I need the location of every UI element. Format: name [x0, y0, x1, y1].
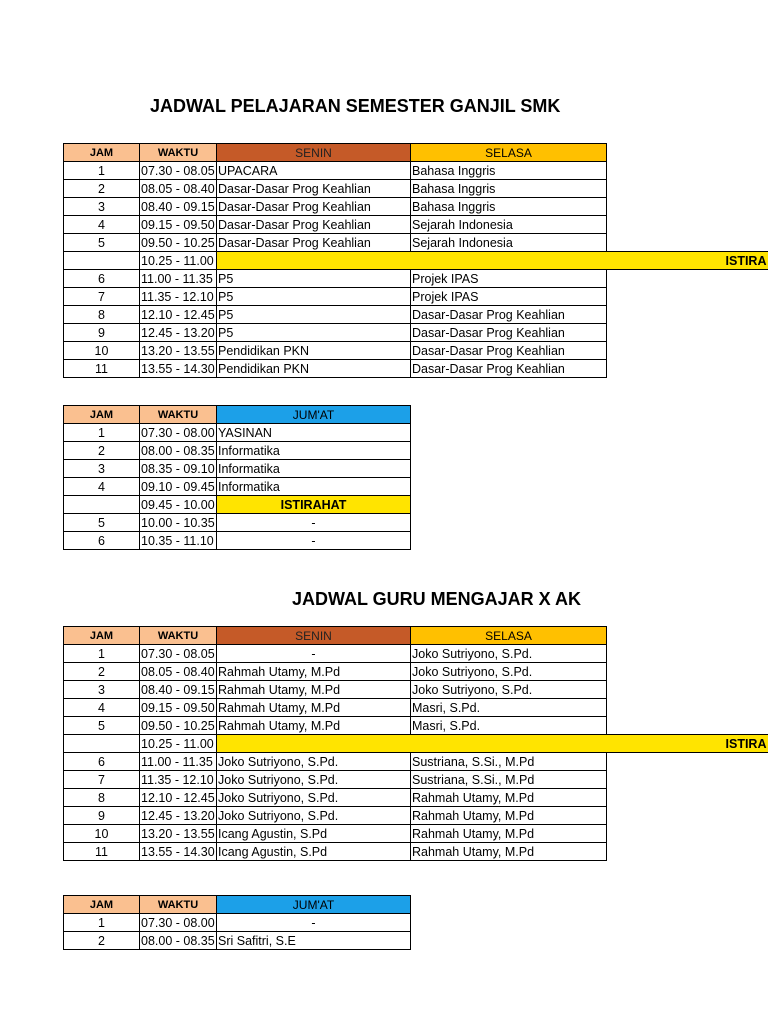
selasa-cell: Rahmah Utamy, M.Pd: [411, 789, 607, 807]
senin-cell: P5: [217, 306, 411, 324]
jumat-cell: -: [217, 532, 411, 550]
senin-cell: Rahmah Utamy, M.Pd: [217, 663, 411, 681]
break-label: ISTIRA: [217, 735, 768, 753]
jumat-cell: Informatika: [217, 478, 411, 496]
header-waktu: WAKTU: [140, 896, 217, 914]
waktu-cell: 08.40 - 09.15: [141, 682, 215, 697]
jumat-cell: Sri Safitri, S.E: [217, 932, 411, 950]
waktu-cell: 11.35 - 12.10: [140, 771, 217, 789]
waktu-cell: 08.05 - 08.40: [141, 664, 215, 679]
waktu-cell: 08.35 - 09.10: [141, 461, 215, 476]
waktu-cell: 07.30 - 08.05: [141, 646, 215, 661]
waktu-cell: 12.10 - 12.45: [141, 307, 215, 322]
jumat-cell: -: [217, 914, 411, 932]
table-row: [64, 270, 768, 288]
table-row: [64, 932, 411, 950]
header-jumat: JUM'AT: [217, 896, 411, 914]
waktu-cell: 08.05 - 08.40: [141, 181, 215, 196]
table-row: [64, 460, 411, 478]
senin-cell: P5: [217, 270, 411, 288]
jam-cell: 5: [64, 717, 140, 735]
jam-cell: 7: [64, 771, 140, 789]
waktu-cell: 07.30 - 08.05: [141, 163, 215, 178]
senin-cell: Dasar-Dasar Prog Keahlian: [217, 198, 411, 216]
senin-cell: Rahmah Utamy, M.Pd: [217, 717, 411, 735]
table-row: [64, 789, 768, 807]
header-selasa: SELASA: [411, 144, 607, 162]
table-row: [64, 753, 768, 771]
jam-cell: 11: [64, 843, 140, 861]
selasa-cell: Joko Sutriyono, S.Pd.: [411, 663, 607, 681]
table-row: [64, 532, 411, 550]
jam-cell: 6: [64, 532, 140, 550]
jam-cell: 2: [64, 180, 140, 198]
senin-cell: Dasar-Dasar Prog Keahlian: [217, 234, 411, 252]
jam-cell: 1: [64, 162, 140, 180]
header-jumat: JUM'AT: [217, 406, 411, 424]
selasa-cell: Sejarah Indonesia: [411, 216, 607, 234]
jam-cell: 2: [64, 663, 140, 681]
senin-cell: -: [217, 645, 411, 663]
table-row: [64, 496, 411, 514]
jam-cell: [64, 252, 140, 270]
selasa-cell: Bahasa Inggris: [411, 198, 607, 216]
jam-cell: 2: [64, 932, 140, 950]
table-row: [64, 442, 411, 460]
jam-cell: 2: [64, 442, 140, 460]
jam-cell: 1: [64, 424, 140, 442]
waktu-cell: 12.10 - 12.45: [141, 790, 215, 805]
senin-cell: Joko Sutriyono, S.Pd.: [217, 807, 411, 825]
jam-cell: 9: [64, 807, 140, 825]
header-jam: JAM: [64, 144, 140, 162]
table-row: [64, 288, 768, 306]
waktu-cell: 13.55 - 14.30: [141, 844, 215, 859]
jam-cell: 4: [64, 699, 140, 717]
jam-cell: 10: [64, 825, 140, 843]
jam-cell: 5: [64, 514, 140, 532]
selasa-cell: Projek IPAS: [411, 288, 607, 306]
senin-cell: UPACARA: [217, 162, 411, 180]
table-row: [64, 807, 768, 825]
jam-cell: 3: [64, 681, 140, 699]
header-waktu: WAKTU: [140, 627, 217, 645]
selasa-cell: Bahasa Inggris: [411, 180, 607, 198]
table-row: [64, 198, 768, 216]
waktu-cell: 10.35 - 11.10: [140, 532, 217, 550]
table-row: [64, 681, 768, 699]
table-row: [64, 324, 768, 342]
senin-cell: P5: [217, 324, 411, 342]
waktu-cell: 09.45 - 10.00: [141, 497, 215, 512]
selasa-cell: Dasar-Dasar Prog Keahlian: [411, 324, 607, 342]
table-row: [64, 843, 768, 861]
header-waktu: WAKTU: [140, 406, 217, 424]
waktu-cell: 11.35 - 12.10: [140, 288, 217, 306]
selasa-cell: Masri, S.Pd.: [411, 717, 607, 735]
table-row: [64, 645, 768, 663]
waktu-cell: 07.30 - 08.00: [141, 425, 215, 440]
waktu-cell: 12.45 - 13.20: [141, 808, 215, 823]
waktu-cell: 10.00 - 10.35: [141, 515, 215, 530]
senin-cell: Joko Sutriyono, S.Pd.: [217, 753, 411, 771]
table-row: [64, 514, 411, 532]
selasa-cell: Sustriana, S.Si., M.Pd: [411, 771, 607, 789]
table-row: [64, 735, 768, 753]
jam-cell: 11: [64, 360, 140, 378]
senin-cell: Icang Agustin, S.Pd: [217, 825, 411, 843]
jam-cell: [64, 735, 140, 753]
waktu-cell: 12.45 - 13.20: [141, 325, 215, 340]
waktu-cell: 10.25 - 11.00: [140, 735, 217, 753]
break-label: ISTIRAHAT: [217, 496, 411, 514]
jam-cell: 4: [64, 216, 140, 234]
teacher-schedule-week-table: [63, 626, 768, 861]
jam-cell: 3: [64, 460, 140, 478]
senin-cell: Icang Agustin, S.Pd: [217, 843, 411, 861]
senin-cell: Joko Sutriyono, S.Pd.: [217, 771, 411, 789]
table-row: [64, 252, 768, 270]
table-row: [64, 180, 768, 198]
jumat-cell: YASINAN: [217, 424, 411, 442]
page-title-lesson-schedule: JADWAL PELAJARAN SEMESTER GANJIL SMK: [150, 96, 561, 116]
senin-cell: Rahmah Utamy, M.Pd: [217, 681, 411, 699]
jam-cell: [64, 496, 140, 514]
lesson-schedule-friday-table: [63, 405, 411, 550]
waktu-cell: 09.15 - 09.50: [141, 217, 215, 232]
waktu-cell: 08.40 - 09.15: [141, 199, 215, 214]
senin-cell: Rahmah Utamy, M.Pd: [217, 699, 411, 717]
table-row: [64, 699, 768, 717]
waktu-cell: 09.50 - 10.25: [141, 718, 215, 733]
senin-cell: Dasar-Dasar Prog Keahlian: [217, 216, 411, 234]
jam-cell: 7: [64, 288, 140, 306]
header-senin: SENIN: [217, 144, 411, 162]
selasa-cell: Projek IPAS: [411, 270, 607, 288]
selasa-cell: Sustriana, S.Si., M.Pd: [411, 753, 607, 771]
teacher-schedule-friday-table: [63, 895, 411, 950]
header-senin: SENIN: [217, 627, 411, 645]
jam-cell: 6: [64, 753, 140, 771]
header-jam: JAM: [64, 896, 140, 914]
waktu-cell: 13.20 - 13.55: [141, 826, 215, 841]
jam-cell: 9: [64, 324, 140, 342]
jumat-cell: Informatika: [217, 442, 411, 460]
waktu-cell: 11.00 - 11.35: [140, 270, 217, 288]
jam-cell: 8: [64, 789, 140, 807]
jam-cell: 5: [64, 234, 140, 252]
selasa-cell: Joko Sutriyono, S.Pd.: [411, 645, 607, 663]
senin-cell: Pendidikan PKN: [217, 342, 411, 360]
selasa-cell: Rahmah Utamy, M.Pd: [411, 825, 607, 843]
jam-cell: 1: [64, 645, 140, 663]
jam-cell: 10: [64, 342, 140, 360]
header-waktu: WAKTU: [140, 144, 217, 162]
selasa-cell: Sejarah Indonesia: [411, 234, 607, 252]
table-row: [64, 234, 768, 252]
table-row: [64, 478, 411, 496]
jam-cell: 8: [64, 306, 140, 324]
table-row: [64, 162, 768, 180]
jumat-cell: -: [217, 514, 411, 532]
table-row: [64, 342, 768, 360]
selasa-cell: Masri, S.Pd.: [411, 699, 607, 717]
table-row: [64, 424, 411, 442]
jam-cell: 3: [64, 198, 140, 216]
table-row: [64, 771, 768, 789]
senin-cell: Dasar-Dasar Prog Keahlian: [217, 180, 411, 198]
waktu-cell: 09.10 - 09.45: [141, 479, 215, 494]
lesson-schedule-week-table: [63, 143, 768, 378]
waktu-cell: 09.50 - 10.25: [141, 235, 215, 250]
break-label: ISTIRA: [217, 252, 768, 270]
senin-cell: Joko Sutriyono, S.Pd.: [217, 789, 411, 807]
selasa-cell: Rahmah Utamy, M.Pd: [411, 843, 607, 861]
waktu-cell: 09.15 - 09.50: [141, 700, 215, 715]
waktu-cell: 10.25 - 11.00: [140, 252, 217, 270]
header-selasa: SELASA: [411, 627, 607, 645]
table-row: [64, 914, 411, 932]
header-jam: JAM: [64, 406, 140, 424]
waktu-cell: 08.00 - 08.35: [141, 443, 215, 458]
senin-cell: P5: [217, 288, 411, 306]
jam-cell: 1: [64, 914, 140, 932]
senin-cell: Pendidikan PKN: [217, 360, 411, 378]
jumat-cell: Informatika: [217, 460, 411, 478]
table-row: [64, 663, 768, 681]
table-row: [64, 360, 768, 378]
table-row: [64, 717, 768, 735]
table-row: [64, 306, 768, 324]
selasa-cell: Bahasa Inggris: [411, 162, 607, 180]
waktu-cell: 11.00 - 11.35: [140, 753, 217, 771]
waktu-cell: 13.20 - 13.55: [141, 343, 215, 358]
jam-cell: 4: [64, 478, 140, 496]
header-jam: JAM: [64, 627, 140, 645]
waktu-cell: 13.55 - 14.30: [141, 361, 215, 376]
selasa-cell: Dasar-Dasar Prog Keahlian: [411, 306, 607, 324]
selasa-cell: Joko Sutriyono, S.Pd.: [411, 681, 607, 699]
waktu-cell: 07.30 - 08.00: [141, 915, 215, 930]
table-row: [64, 216, 768, 234]
selasa-cell: Dasar-Dasar Prog Keahlian: [411, 342, 607, 360]
page-title-teacher-schedule: JADWAL GURU MENGAJAR X AK: [292, 589, 582, 609]
selasa-cell: Rahmah Utamy, M.Pd: [411, 807, 607, 825]
waktu-cell: 08.00 - 08.35: [141, 933, 215, 948]
jam-cell: 6: [64, 270, 140, 288]
table-row: [64, 825, 768, 843]
selasa-cell: Dasar-Dasar Prog Keahlian: [411, 360, 607, 378]
